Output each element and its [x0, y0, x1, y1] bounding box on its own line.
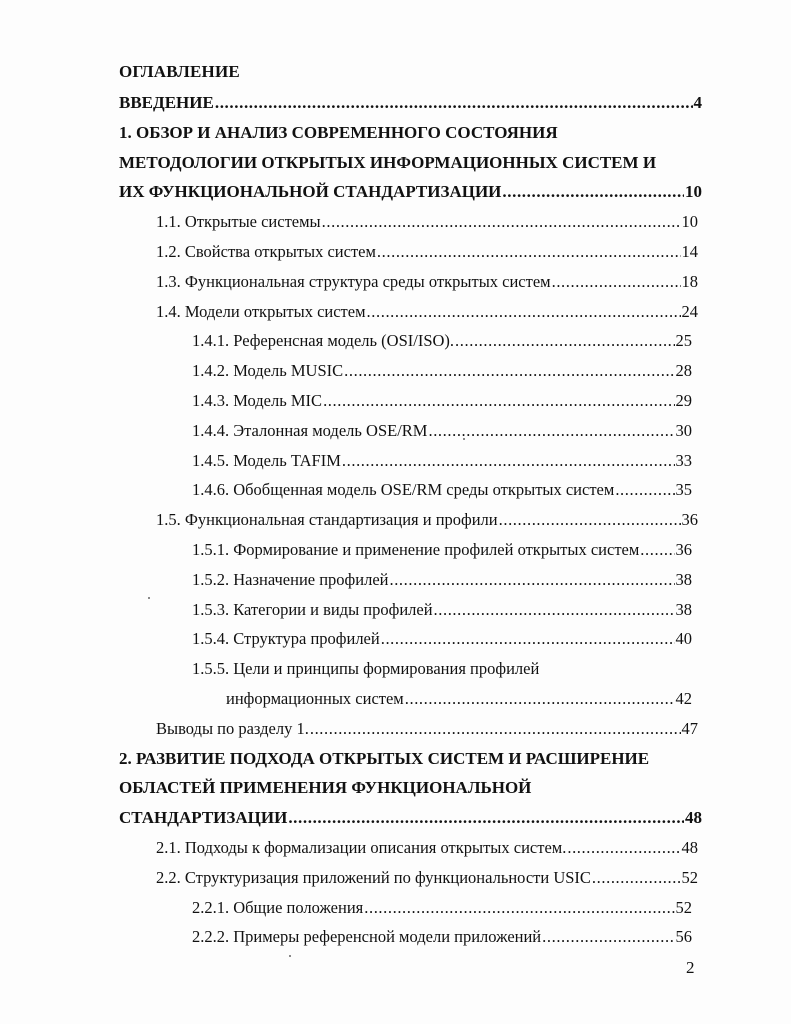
toc-leader-dots	[310, 714, 681, 744]
toc-entry	[0, 893, 692, 923]
toc-entry-page: 36	[681, 510, 698, 530]
toc-entry-title: 1.5.2. Назначение профилей	[192, 569, 389, 589]
toc-leader-dots	[502, 177, 684, 207]
toc-entry-page: 56	[675, 927, 692, 947]
toc-entry	[0, 148, 702, 178]
toc-leader-dots	[434, 595, 675, 625]
toc-entry-title: 1.4. Модели открытых систем	[156, 301, 366, 321]
toc-entry-page: 35	[675, 480, 692, 500]
toc-entry-title: 1.4.5. Модель TAFIM	[192, 450, 341, 470]
scan-speck	[289, 955, 291, 957]
toc-entry-title: ИХ ФУНКЦИОНАЛЬНОЙ СТАНДАРТИЗАЦИИ	[119, 182, 502, 202]
toc-entry-page: 4	[693, 93, 702, 112]
toc-entry-title: ВВЕДЕНИЕ	[119, 93, 214, 112]
toc-entry	[0, 714, 698, 744]
toc-entry-title: 1.5.1. Формирование и применение профилей открытых систем	[192, 539, 640, 559]
toc-entry	[0, 565, 692, 595]
toc-entry-page: 28	[675, 361, 692, 381]
toc-entry-page: 48	[685, 808, 702, 828]
toc-entry-title: 2.1. Подходы к формализации описания открытых систем.	[156, 837, 567, 857]
toc-entry	[0, 356, 692, 386]
toc-entry-page: 25	[675, 331, 692, 351]
toc-leader-dots	[344, 356, 674, 386]
toc-entry-page: 18	[681, 271, 698, 291]
toc-entry-title: 1. ОБЗОР И АНАЛИЗ СОВРЕМЕННОГО СОСТОЯНИЯ	[119, 122, 558, 142]
toc-entry-page: 42	[675, 688, 692, 708]
toc-entry-title: ОБЛАСТЕЙ ПРИМЕНЕНИЯ ФУНКЦИОНАЛЬНОЙ	[119, 778, 532, 798]
toc-leader-dots	[342, 446, 675, 476]
toc-entry-page: 14	[681, 241, 698, 261]
toc-entry	[0, 922, 692, 952]
toc-entry-title: 1.3. Функциональная структура среды открытых систем	[156, 271, 551, 291]
toc-entry	[0, 684, 692, 714]
toc-entry	[0, 624, 692, 654]
toc-entry-page: 52	[681, 867, 698, 887]
page-number: 2	[686, 958, 695, 977]
toc-leader-dots	[552, 267, 681, 297]
toc-entry-title: СТАНДАРТИЗАЦИИ	[119, 808, 288, 828]
toc-heading: ОГЛАВЛЕНИЕ	[119, 62, 240, 81]
toc-entry-page: 10	[685, 182, 702, 202]
toc-leader-dots	[322, 207, 681, 237]
toc-entry	[0, 207, 698, 237]
toc-entry-title: информационных систем	[226, 688, 404, 708]
toc-list	[0, 88, 791, 952]
toc-entry	[0, 833, 698, 863]
toc-entry	[0, 326, 692, 356]
toc-entry	[0, 237, 698, 267]
toc-entry-title: 2.2. Структуризация приложений по функциональности USIC	[156, 867, 591, 887]
toc-entry-title: 2. РАЗВИТИЕ ПОДХОДА ОТКРЫТЫХ СИСТЕМ И РАСШИРЕНИЕ	[119, 748, 650, 768]
toc-leader-dots	[377, 237, 681, 267]
toc-leader-dots	[640, 535, 674, 565]
toc-entry-title: 1.5.5. Цели и принципы формирования профилей	[192, 659, 540, 679]
toc-entry	[0, 744, 702, 774]
toc-entry-page: 40	[675, 629, 692, 649]
toc-entry-page: 47	[681, 718, 698, 738]
scan-speck	[148, 597, 150, 599]
toc-entry-title: 1.2. Свойства открытых систем	[156, 241, 376, 261]
toc-entry-page: 36	[675, 539, 692, 559]
toc-leader-dots	[288, 803, 684, 833]
toc-entry	[0, 88, 702, 118]
toc-entry	[0, 267, 698, 297]
toc-entry	[0, 416, 692, 446]
toc-entry	[0, 297, 698, 327]
toc-entry-title: Выводы по разделу 1.	[156, 718, 309, 738]
toc-entry	[0, 654, 692, 684]
toc-leader-dots	[455, 326, 674, 356]
toc-leader-dots	[364, 893, 674, 923]
toc-leader-dots	[323, 386, 674, 416]
toc-entry-page: 33	[675, 450, 692, 470]
toc-entry-title: 1.4.4. Эталонная модель OSE/RM	[192, 420, 428, 440]
toc-entry	[0, 446, 692, 476]
toc-leader-dots	[367, 297, 681, 327]
toc-entry	[0, 595, 692, 625]
toc-entry-page: 38	[675, 569, 692, 589]
toc-entry-title: МЕТОДОЛОГИИ ОТКРЫТЫХ ИНФОРМАЦИОННЫХ СИСТЕМ И	[119, 152, 657, 172]
toc-entry-title: 1.4.3. Модель MIC	[192, 390, 323, 410]
toc-entry-title: 2.2.2. Примеры референсной модели приложений	[192, 927, 542, 947]
toc-entry	[0, 863, 698, 893]
toc-leader-dots	[592, 863, 681, 893]
toc-entry-page: 30	[675, 420, 692, 440]
toc-entry-title: 1.5.3. Категории и виды профилей	[192, 599, 433, 619]
toc-leader-dots	[499, 505, 681, 535]
toc-entry-title: 1.4.1. Референсная модель (OSI/ISO).	[192, 331, 455, 351]
toc-entry-title: 2.2.1. Общие положения	[192, 897, 364, 917]
toc-leader-dots	[405, 684, 675, 714]
toc-entry	[0, 803, 702, 833]
toc-entry-page: 52	[675, 897, 692, 917]
toc-entry	[0, 118, 702, 148]
toc-entry-page: 24	[681, 301, 698, 321]
toc-entry	[0, 177, 702, 207]
toc-entry	[0, 386, 692, 416]
toc-entry-title: 1.1. Открытые системы	[156, 212, 321, 232]
toc-entry-page: 10	[681, 212, 698, 232]
toc-entry-page: 48	[681, 837, 698, 857]
toc-leader-dots	[428, 416, 674, 446]
toc-leader-dots	[215, 88, 693, 118]
toc-leader-dots	[542, 922, 674, 952]
toc-entry-title: 1.5. Функциональная стандартизация и профили	[156, 510, 498, 530]
toc-entry	[0, 773, 702, 803]
toc-entry-page: 29	[675, 390, 692, 410]
toc-leader-dots	[389, 565, 674, 595]
toc-entry	[0, 475, 692, 505]
toc-leader-dots	[615, 475, 674, 505]
toc-leader-dots	[381, 624, 675, 654]
toc-entry	[0, 535, 692, 565]
toc-entry-page: 38	[675, 599, 692, 619]
toc-leader-dots	[567, 833, 680, 863]
toc-entry-title: 1.4.2. Модель MUSIC	[192, 361, 344, 381]
toc-entry-title: 1.5.4. Структура профилей	[192, 629, 380, 649]
toc-entry-title: 1.4.6. Обобщенная модель OSE/RM среды открытых систем	[192, 480, 615, 500]
scan-speck	[463, 438, 465, 440]
toc-entry	[0, 505, 698, 535]
